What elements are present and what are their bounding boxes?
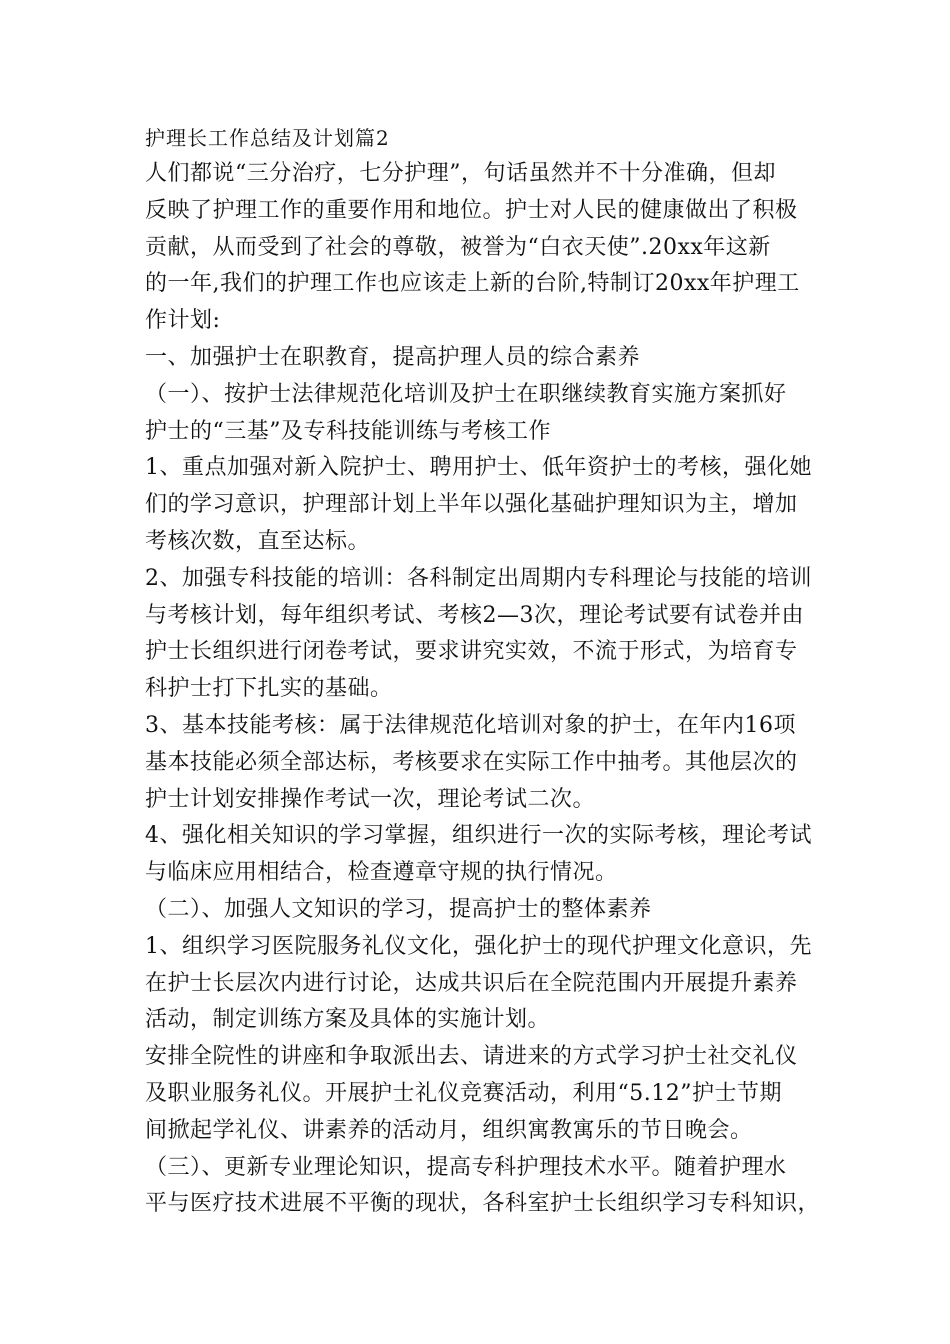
text-line: （一）、按护士法律规范化培训及护士在职继续教育实施方案抓好	[145, 381, 787, 407]
paragraph	[145, 929, 825, 1039]
paragraph	[145, 708, 825, 818]
paragraph	[145, 450, 825, 560]
text-line: 们的学习意识，护理部计划上半年以强化基础护理知识为主，增加	[145, 492, 798, 518]
text-line: 基本技能必须全部达标，考核要求在实际工作中抽考。其他层次的	[145, 749, 798, 775]
text-line: 作计划:	[145, 308, 221, 334]
text-line: 3、基本技能考核：属于法律规范化培训对象的护士，在年内16项	[145, 712, 796, 738]
text-line: 一、加强护士在职教育，提高护理人员的综合素养	[145, 344, 641, 370]
text-line: 活动，制定训练方案及具体的实施计划。	[145, 1007, 551, 1033]
text-line: 反映了护理工作的重要作用和地位。护士对人民的健康做出了积极	[145, 197, 798, 223]
text-line: 及职业服务礼仪。开展护士礼仪竞赛活动，利用“5.12”护士节期	[145, 1080, 782, 1106]
document-body	[145, 120, 825, 1223]
text-line: 的一年,我们的护理工作也应该走上新的台阶,特制订20xx年护理工	[145, 271, 800, 297]
text-line: （二）、加强人文知识的学习，提高护士的整体素养	[145, 896, 652, 922]
text-line: 4、强化相关知识的学习掌握，组织进行一次的实际考核，理论考试	[145, 823, 812, 849]
text-line: 在护士长层次内进行讨论，达成共识后在全院范围内开展提升素养	[145, 970, 798, 996]
text-line: 2、加强专科技能的培训：各科制定出周期内专科理论与技能的培训	[145, 565, 812, 591]
paragraph	[145, 377, 825, 451]
text-line: （三）、更新专业理论知识，提高专科护理技术水平。随着护理水	[145, 1154, 787, 1180]
text-line: 护士长组织进行闭卷考试，要求讲究实效，不流于形式，为培育专	[145, 639, 798, 665]
paragraph	[145, 1150, 825, 1224]
paragraph	[145, 818, 825, 892]
text-line: 科护士打下扎实的基础。	[145, 676, 393, 702]
paragraph	[145, 1039, 825, 1149]
document-title: 护理长工作总结及计划篇2	[145, 126, 390, 150]
paragraph	[145, 156, 825, 340]
paragraph-list	[145, 156, 825, 1223]
text-line: 护士计划安排操作考试一次，理论考试二次。	[145, 786, 596, 812]
text-line: 贡献，从而受到了社会的尊敬，被誉为“白衣天使”.20xx年这新	[145, 234, 771, 260]
text-line: 人们都说“三分治疗，七分护理”，句话虽然并不十分准确，但却	[145, 161, 776, 186]
text-line: 护士的“三基”及专科技能训练与考核工作	[145, 418, 551, 444]
text-line: 1、组织学习医院服务礼仪文化，强化护士的现代护理文化意识，先	[145, 933, 812, 959]
paragraph	[145, 892, 825, 929]
text-line: 间掀起学礼仪、讲素养的活动月，组织寓教寓乐的节日晚会。	[145, 1117, 753, 1143]
text-line: 1、重点加强对新入院护士、聘用护士、低年资护士的考核，强化她	[145, 455, 812, 481]
text-line: 考核次数，直至达标。	[145, 528, 371, 554]
paragraph	[145, 340, 825, 377]
paragraph	[145, 561, 825, 708]
text-line: 与考核计划，每年组织考试、考核2—3次，理论考试要有试卷并由	[145, 602, 804, 628]
text-line: 平与医疗技术进展不平衡的现状，各科室护士长组织学习专科知识，	[145, 1191, 821, 1217]
text-line: 与临床应用相结合，检查遵章守规的执行情况。	[145, 860, 618, 886]
text-line: 安排全院性的讲座和争取派出去、请进来的方式学习护士社交礼仪	[145, 1044, 798, 1070]
